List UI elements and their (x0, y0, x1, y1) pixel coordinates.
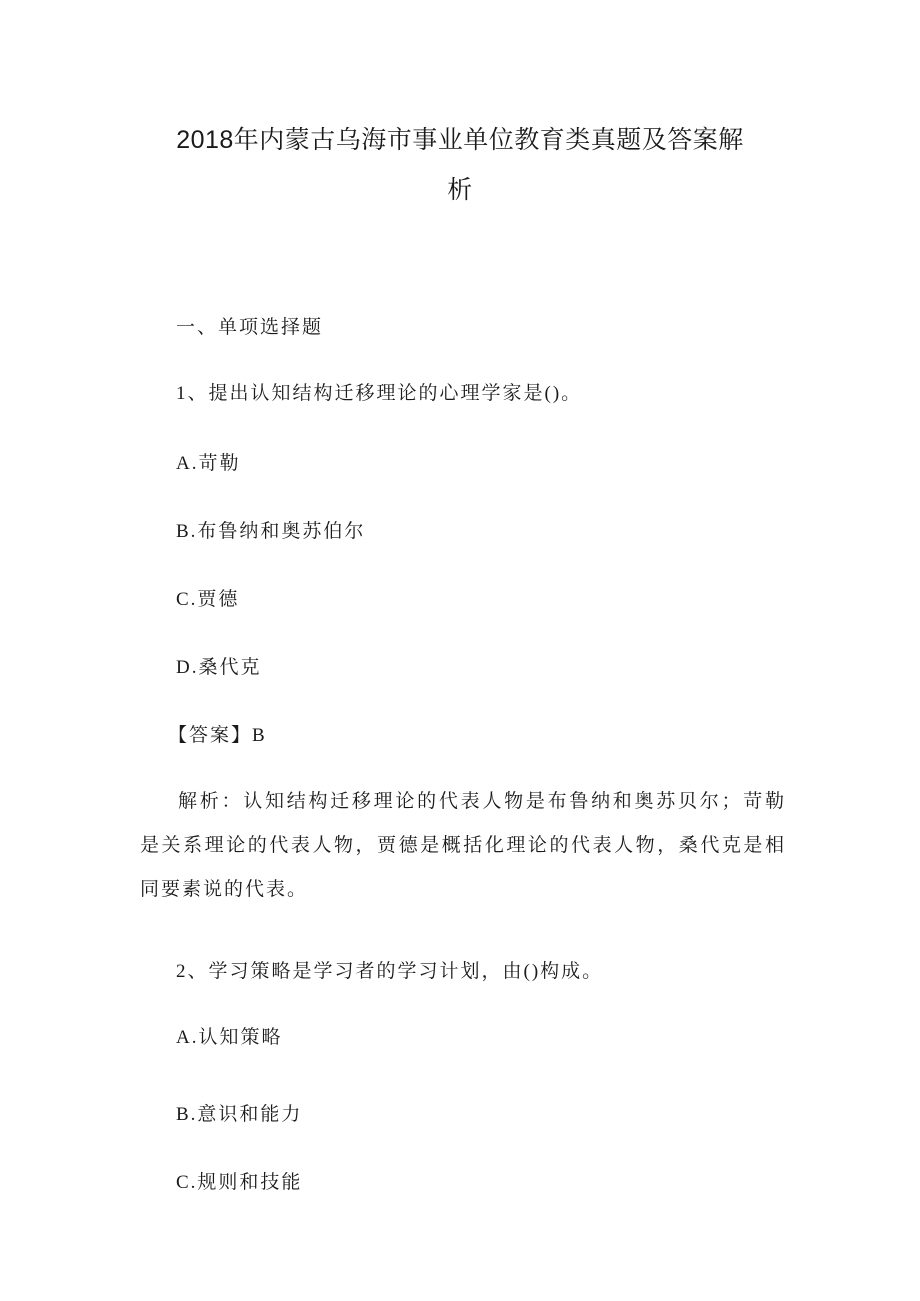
question-1-answer: 【答案】B (168, 725, 267, 746)
question-1-option-c: C.贾德 (176, 589, 240, 610)
document-title-line-1: 2018年内蒙古乌海市事业单位教育类真题及答案解 (176, 126, 744, 154)
question-2-stem: 2、学习策略是学习者的学习计划，由()构成。 (176, 961, 604, 982)
question-1-option-a: A.苛勒 (176, 453, 241, 474)
document-title-line-2: 析 (447, 176, 473, 204)
question-2-option-c: C.规则和技能 (176, 1172, 303, 1193)
question-2-option-a: A.认知策略 (176, 1027, 283, 1048)
question-1-stem: 1、提出认知结构迁移理论的心理学家是()。 (176, 383, 583, 404)
question-1-option-b: B.布鲁纳和奥苏伯尔 (176, 521, 366, 542)
question-2-option-b: B.意识和能力 (176, 1104, 303, 1125)
section-heading: 一、单项选择题 (176, 317, 324, 338)
question-1-explanation: 解析：认知结构迁移理论的代表人物是布鲁纳和奥苏贝尔；苛勒是关系理论的代表人物，贾德是概括化理论的代表人物，桑代克是相同要素说的代表。 (140, 791, 786, 900)
question-1-option-d: D.桑代克 (176, 657, 262, 678)
